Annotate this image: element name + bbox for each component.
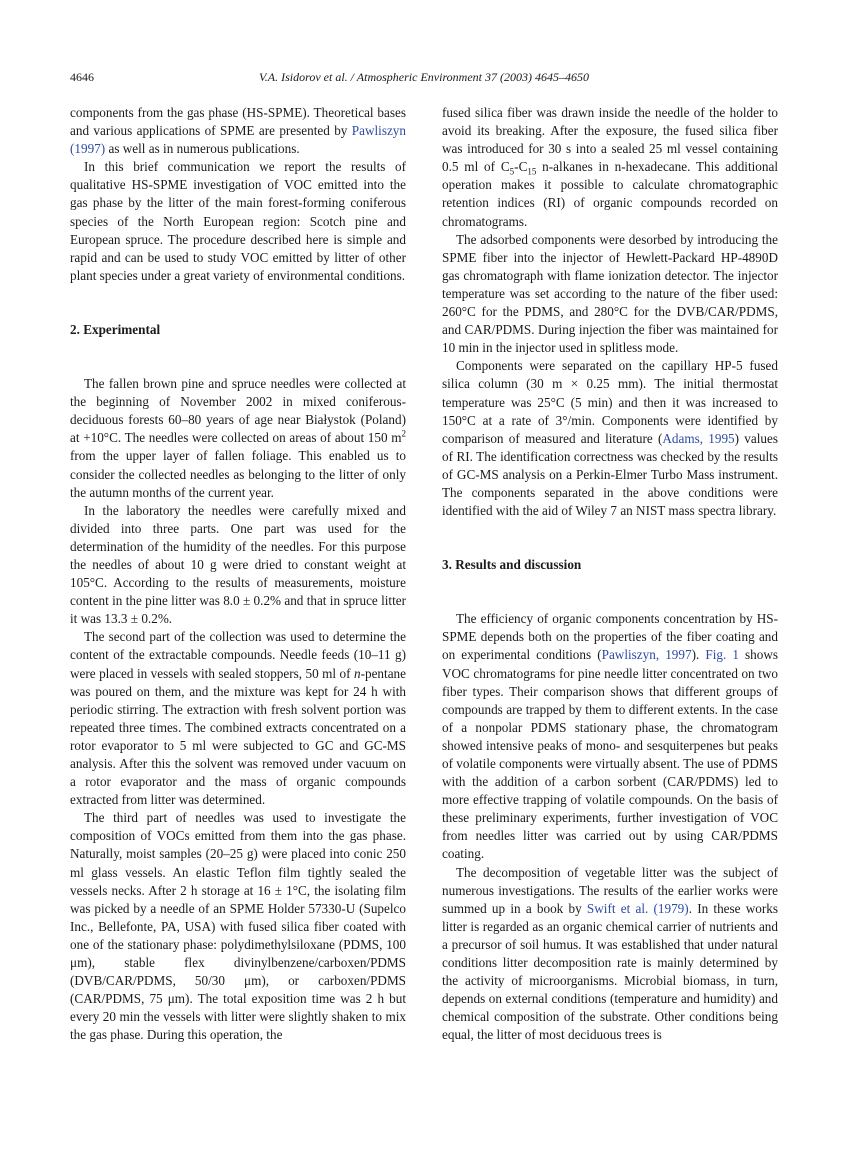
page-header [70,68,778,86]
left-column [70,104,406,1045]
citation-link[interactable]: Pawliszyn, 1997 [601,647,692,663]
paragraph-desorption: The adsorbed components were desorbed by introducing the SPME fiber into the injector of Hewlett-Packard HP-4890D gas chromatograph with flame ionization detector. The injector temperature was set according to the nature of the fiber used: 260°C for the PDMS, and 280°C for the DVB/CAR/PDMS, and CAR/PDMS. During injection the fiber was maintained for 10 min in the injector used in splitless mode. [442,231,778,356]
figure-link[interactable]: Fig. 1 [705,647,739,663]
paragraph-collection: The fallen brown pine and spruce needles were collected at the beginning of November 2002 in mixed coniferous-deciduous forests 60–80 years of age near Białystok (Poland) at +10°C. The needles were collected on areas of about 150 $m^2$ from the upper layer of fallen foliage. This enabled us to consider the collected needles as belonging to the litter of only the autumn months of the current year. [70,376,406,500]
section-heading-results: 3. Results and discussion [442,557,582,573]
paragraph-extraction: The second part of the collection was used to determine the content of the extractable compounds. Needle feeds (10–11 g) were placed in vessels with sealed stoppers, 50 ml of n-pentane was poured on them, and the mixture was kept for 24 h with periodic stirring. The extraction with fresh solvent portion was repeated three times. The combined extracts concentrated on a rotor evaporator to 5 ml were subjected to GC and GC-MS analysis. After this the solvent was removed under vacuum on a rotor evaporator and the mass of organic compounds extracted from litter was determined. [70,629,406,808]
paragraph-humidity: In the laboratory the needles were carefully mixed and divided into three parts. One part was used for the determination of the humidity of the needles. For this purpose the needles of about 10 g were dried to constant weight at 105°C. According to the results of measurements, moisture content in the pine litter was 8.0 ± 0.2% and that in spruce litter it was 13.3 ± 0.2%. [70,502,406,627]
citation-link[interactable]: Pawliszyn (1997) [70,123,406,157]
paragraph-intro-continued: components from the gas phase (HS-SPME). Theoretical bases and various applications of SPME are presented by Pawliszyn (1997) as well as in numerous publications. [70,105,406,157]
paragraph-fiber-continued: fused silica fiber was drawn inside the needle of the holder to avoid its breaking. After the exposure, the fused silica fiber was introduced for 30 s into a sealed 25 ml vessel containing 0.5 ml of $C_5-C_{15}$ n-alkanes in n-hexadecane. This additional operation makes it possible to calculate chromatographic retention indices (RI) of organic compounds recorded on chromatograms. [442,105,778,229]
running-title: V.A. Isidorov et al. / Atmospheric Environment 37 (2003) 4645–4650 [259,70,589,84]
citation-link[interactable]: Adams, 1995 [662,430,735,446]
right-column [442,104,778,1045]
citation-link[interactable]: Swift et al. (1979) [586,900,689,916]
paragraph-communication: In this brief communication we report the results of qualitative HS-SPME investigation of VOC emitted into the gas phase by the litter of the main forest-forming coniferous species of the North European region: Scotch pine and European spruce. The procedure described here is simple and rapid and can be used to study VOC emitted by litter of other plant species under a great variety of environmental conditions. [70,159,406,283]
paragraph-spme: The third part of needles was used to investigate the composition of VOCs emitted from them into the gas phase. Naturally, moist samples (20–25 g) were placed into conic 250 ml glass vessels. An elastic Teflon film tightly sealed the vessels necks. After 2 h storage at 16 ± 1°C, the isolating film was picked by a needle of an SPME Holder 57330-U (Supelco Inc., Bellefonte, PA, USA) with fused silica fiber coated with one of the stationary phase: polydimethylsiloxane (PDMS, 100 μm), stable flex divinylbenzene/carboxen/PDMS (DVB/CAR/PDMS, 50/30 μm), or carboxen/PDMS (CAR/PDMS, 75 μm). The total exposition time was 2 h but every 20 min the vessels with litter were slightly shaken to mix the gas phase. During this operation, the [70,810,406,1043]
paragraph-separation: Components were separated on the capillary HP-5 fused silica column (30 m × 0.25 mm). The initial thermostat temperature was 25°C (5 min) and then it was increased to 150°C at a rate of 3°/min. Components were identified by comparison of measured and literature (Adams, 1995) values of RI. The identification correctness was checked by the results of GC-MS analysis on a Perkin-Elmer Turbo Mass instrument. The components separated in the above conditions were identified with the aid of Wiley 7 an NIST mass spectra library. [442,358,778,519]
paragraph-decomposition: The decomposition of vegetable litter was the subject of numerous investigations. The results of the earlier works were summed up in a book by Swift et al. (1979). In these works litter is regarded as an organic chemical carrier of nutrients and a precursor of soil humus. It was established that under natural conditions litter decomposition rate is mainly determined by the activity of microorganisms. Microbial biomass, in turn, depends on external conditions (temperature and humidity) and chemical composition of the substrate. Other conditions being equal, the litter of most deciduous trees is [442,864,778,1043]
section-heading-experimental: 2. Experimental [70,321,161,337]
page-number: 4646 [70,70,94,84]
paragraph-efficiency: The efficiency of organic components concentration by HS-SPME depends both on the properties of the fiber coating and on experimental conditions (Pawliszyn, 1997). Fig. 1 shows VOC chromatograms for pine needle litter concentrated on two fiber types. Their comparison shows that different groups of compounds are trapped by them to different extents. In the case of a nonpolar PDMS stationary phase, the chromatogram showed intensive peaks of mono- and sesquiterpenes but peaks of volatile components were virtually absent. The use of PDMS with the addition of a carbon sorbent (CAR/PDMS) led to more effective trapping of volatile compounds. On the basis of these preliminary experiments, further investigation of VOC from needles litter was carried out by using CAR/PDMS coating. [442,611,778,862]
